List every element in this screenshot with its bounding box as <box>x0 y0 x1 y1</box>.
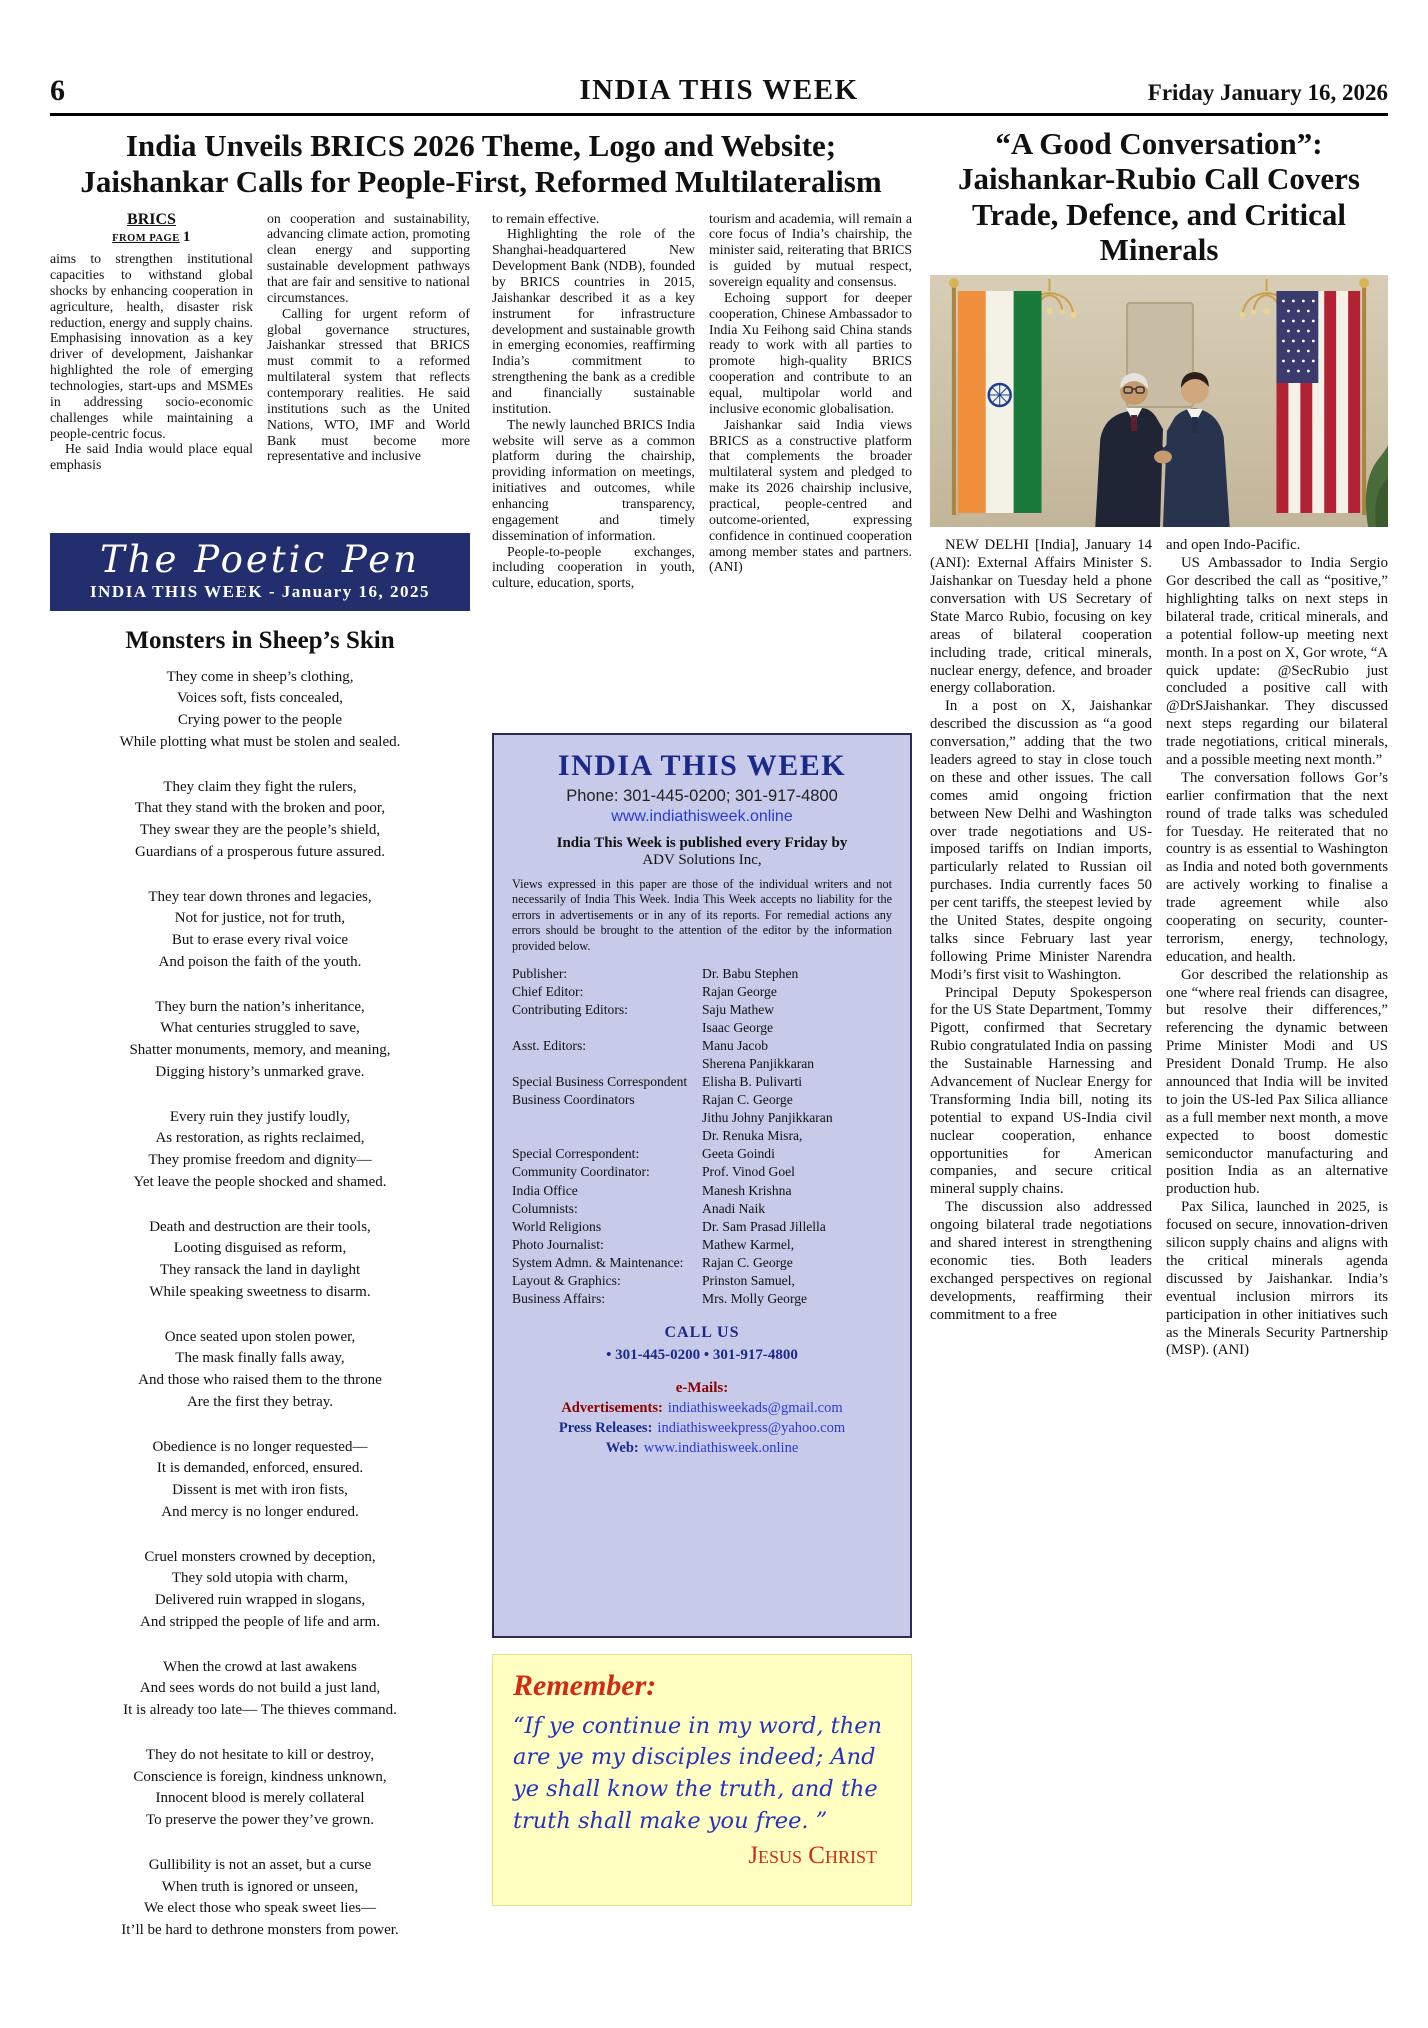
staff-row <box>512 1254 892 1272</box>
staff-role: Asst. Editors: <box>512 1037 587 1053</box>
poem-stanza: Once seated upon stolen power, The mask finally falls away, And those who raised them to the throne Are the first they betray. <box>138 1328 382 1410</box>
masthead-title: INDIA THIS WEEK <box>557 748 847 782</box>
staff-row <box>512 1272 892 1290</box>
staff-name: Dr. Sam Prasad Jillella <box>702 1218 826 1234</box>
staff-name: Rajan C. George <box>702 1254 793 1270</box>
poetic-pen-subtitle: INDIA THIS WEEK - January 16, 2025 <box>90 581 430 601</box>
header-rule <box>50 113 1388 116</box>
article-column-3 <box>492 211 695 719</box>
press-email-link[interactable]: indiathisweekpress@yahoo.com <box>657 1420 846 1437</box>
staff-name: Elisha B. Pulivarti <box>702 1074 803 1090</box>
poem-stanza: Cruel monsters crowned by deception, They sold utopia with charm, Delivered ruin wrapped in slogans, And stripped the people of life and arm. <box>140 1548 380 1630</box>
masthead-website-link[interactable]: www.indiathisweek.online <box>611 807 793 825</box>
staff-role: Community Coordinator: <box>512 1164 650 1180</box>
staff-name: Manu Jacob Sherena Panjikkaran <box>702 1037 815 1071</box>
staff-name: Geeta Goindi <box>702 1146 775 1162</box>
paragraph: He said India would place equal emphasis <box>50 441 253 473</box>
paragraph: The conversation follows Gor’s earlier confirmation that the next round of trade talks was scheduled for Tuesday. He reiterated that no country is as essential to Washington as India and noted both governments are actively working to finalise a trade agreement while also cooperating on security, counter-terrorism, energy, technology, education, and health. <box>1166 769 1388 965</box>
ads-email-link[interactable]: indiathisweekads@gmail.com <box>667 1400 843 1417</box>
web-label: Web: <box>605 1440 639 1457</box>
paragraph: tourism and academia, will remain a core focus of India’s chairship, the minister said, reiterating that BRICS is guided by mutual respect, sovereign equality and consensus. <box>709 210 912 289</box>
staff-name: Mathew Karmel, <box>702 1236 795 1252</box>
staff-row <box>512 965 892 983</box>
staff-name: Manesh Krishna <box>702 1182 792 1198</box>
staff-row <box>512 1200 892 1218</box>
web-url-link[interactable]: www.indiathisweek.online <box>643 1440 799 1457</box>
secondary-headline: “A Good Conversation”: Jaishankar-Rubio Call Covers Trade, Defence, and Critical Minerals <box>958 126 1360 267</box>
staff-name: Rajan George <box>702 983 777 999</box>
us-flag <box>1276 278 1369 515</box>
issue-date: Friday January 16, 2026 <box>1147 80 1388 105</box>
staff-name: Prinston Samuel, <box>702 1272 795 1288</box>
staff-name: Rajan C. George Jithu Johny Panjikkaran Dr. Renuka Misra, <box>702 1092 833 1144</box>
paragraph: Echoing support for deeper cooperation, Chinese Ambassador to India Xu Feihong said China stands ready to work with all parties to promote high-quality BRICS cooperation and contribute to an equal, multipolar world and inclusive economic globalisation. <box>709 289 912 416</box>
page-number: 6 <box>50 74 65 107</box>
poetic-pen-banner <box>50 533 470 611</box>
paragraph: The discussion also addressed ongoing bilateral trade negotiations and shared interest in strengthening economic ties. Both leaders exchanged perspectives on regional developments, reaffirming their commitment to a free <box>930 1199 1152 1323</box>
continuation-title: BRICS <box>127 210 176 228</box>
paragraph: The newly launched BRICS India website will serve as a common platform during the chairship, providing information on meetings, initiatives and outcomes, while enhancing transparency, engagement and timely dissemination of information. <box>492 416 695 543</box>
india-flag <box>949 278 1042 515</box>
ads-label: Advertisements: <box>561 1400 663 1417</box>
staff-name: Saju Mathew Isaac George <box>702 1001 775 1035</box>
staff-row <box>512 1073 892 1091</box>
call-us-heading: CALL US <box>664 1324 740 1342</box>
staff-row <box>512 1182 892 1200</box>
staff-name: Anadi Naik <box>702 1200 766 1216</box>
staff-role: Columnists: <box>512 1200 578 1216</box>
main-article-section <box>50 126 912 2025</box>
quote-attribution: Jesus Christ <box>748 1842 877 1870</box>
newspaper-title: INDIA THIS WEEK <box>579 74 859 106</box>
page-header <box>50 0 1388 108</box>
masthead-phone: Phone: 301-445-0200; 301-917-4800 <box>566 786 838 805</box>
page-content <box>50 126 1388 2025</box>
poem-stanza: When the crowd at last awakens And sees words do not build a just land, It is already too late— The thieves command. <box>123 1658 397 1719</box>
staff-role: Chief Editor: <box>512 983 584 999</box>
staff-role: Special Correspondent: <box>512 1146 640 1162</box>
staff-role: System Admn. & Maintenance: <box>512 1254 684 1270</box>
photo-jaishankar-rubio-handshake <box>930 275 1388 527</box>
staff-role: Business Affairs: <box>512 1290 606 1306</box>
paragraph: aims to strengthen institutional capacities to withstand global shocks by enhancing cooperation in agriculture, health, disaster risk reduction, energy and supply chains. Emphasising innovation as a key driver of development, Jaishankar highlighted the role of emerging technologies, start-ups and MSMEs in addressing socio-economic challenges while maintaining a people-centric focus. <box>50 251 253 441</box>
paragraph: Principal Deputy Spokesperson for the US State Department, Tommy Pigott, confirmed that Secretary Rubio congratulated India on passing the Sustainable Harnessing and Advancement of Nuclear Energy for Transforming India bill, noting its potential to expand US-India civil nuclear cooperation, enhance opportunities for American companies, and secure critical mineral supply chains. <box>930 984 1152 1198</box>
poem-body <box>50 667 470 1942</box>
staff-list <box>512 965 892 1308</box>
staff-role: Business Coordinators <box>512 1092 635 1108</box>
published-line: India This Week is published every Friday by <box>556 834 848 851</box>
staff-name: Mrs. Molly George <box>702 1290 808 1306</box>
paragraph: NEW DELHI [India], January 14 (ANI): External Affairs Minister S. Jaishankar on Tuesday held a phone conversation with US Secretary of State Marco Rubio, focusing on key areas of bilateral cooperation including trade, critical minerals, nuclear energy, defence, and broader energy collaboration. <box>930 537 1152 697</box>
poem-stanza: Gullibility is not an asset, but a curse When truth is ignored or unseen, We elect those who speak sweet lies— It’ll be hard to dethrone monsters from power. <box>121 1856 399 1939</box>
continuation-from: FROM PAGE 1 <box>112 228 191 245</box>
paragraph: Jaishankar said India views BRICS as a constructive platform that complements the broader multilateral system and pledged to make its 2026 chairship inclusive, practical, people-centred and outcome-oriented, expressing confidence in continued cooperation among member states and partners. (ANI) <box>709 416 912 575</box>
article-column-1 <box>50 211 253 521</box>
staff-row <box>512 1290 892 1308</box>
handshake <box>1154 451 1172 464</box>
staff-name: Dr. Babu Stephen <box>702 965 799 981</box>
paragraph: US Ambassador to India Sergio Gor described the call as “positive,” highlighting talks on next steps in bilateral trade, critical minerals, and a potential follow-up meeting next month. In a post on X, Gor wrote, “A quick update: @SecRubio just concluded a positive call with @DrSJaishankar. They discussed next steps regarding our bilateral trade negotiations, critical minerals, and a possible meeting next month.” <box>1166 555 1388 768</box>
column-1-text <box>50 251 253 473</box>
paragraph: Highlighting the role of the Shanghai-headquartered New Development Bank (NDB), founded by BRICS countries in 2015, Jaishankar described it as a key instrument for infrastructure development and sustainable growth in emerging economies, reaffirming India’s commitment to strengthening the bank as a credible and financially sustainable institution. <box>492 226 695 416</box>
poetic-pen-title: The Poetic Pen <box>100 537 420 581</box>
staff-row <box>512 1091 892 1145</box>
staff-role: Layout & Graphics: <box>512 1272 621 1288</box>
remember-box <box>492 1654 912 1906</box>
poem-stanza: They claim they fight the rulers, That they stand with the broken and poor, They swear they are the people’s shield, Guardians of a prosperous future assured. <box>134 778 386 860</box>
poem-stanza: They tear down thrones and legacies, Not for justice, not for truth, But to erase every rival voice And poison the faith of the youth. <box>148 888 372 970</box>
publisher-company: ADV Solutions Inc, <box>642 851 762 868</box>
staff-row <box>512 1145 892 1163</box>
article-column-4 <box>709 211 912 719</box>
right-article-column-1 <box>930 537 1152 2025</box>
staff-name: Prof. Vinod Goel <box>702 1164 795 1180</box>
paragraph: on cooperation and sustainability, advancing climate action, promoting clean energy and supporting sustainable development pathways that are fair and sensitive to national circumstances. <box>267 210 470 305</box>
staff-role: Contributing Editors: <box>512 1001 628 1017</box>
staff-row <box>512 1218 892 1236</box>
staff-role: Special Business Correspondent <box>512 1074 688 1090</box>
poem-title: Monsters in Sheep’s Skin <box>125 626 395 654</box>
left-half <box>50 211 470 1965</box>
paragraph: Pax Silica, launched in 2025, is focused on secure, innovation-driven silicon supply chains and aligns with the critical minerals agenda discussed by Jaishankar. India’s eventual inclusion mirrors its participation in other initiatives such as the Minerals Security Partnership (MSP). (ANI) <box>1166 1199 1388 1359</box>
poem-stanza: They do not hesitate to kill or destroy, Conscience is foreign, kindness unknown, Innocent blood is merely collateral To preserve the power they’ve grown. <box>133 1746 387 1829</box>
call-us-numbers: • 301-445-0200 • 301-917-4800 <box>606 1347 798 1364</box>
emails-heading: e-Mails: <box>675 1380 729 1397</box>
poem-stanza: They burn the nation’s inheritance, What centuries struggled to save, Shatter monuments, memory, and meaning, Digging history’s unmarked grave. <box>129 998 391 1080</box>
poem-stanza: They come in sheep’s clothing, Voices soft, fists concealed, Crying power to the people While plotting what must be stolen and sealed. <box>119 668 401 750</box>
continuation-notice <box>50 211 253 247</box>
staff-role: Publisher: <box>512 965 568 981</box>
web-line <box>512 1440 892 1457</box>
staff-row <box>512 1001 892 1037</box>
right-article-column-2 <box>1166 537 1388 2025</box>
staff-row <box>512 1163 892 1181</box>
right-half <box>492 211 912 1965</box>
paragraph: and open Indo-Pacific. <box>1166 537 1301 554</box>
masthead-box <box>492 733 912 1638</box>
poem-stanza: Obedience is no longer requested— It is demanded, enforced, ensured. Dissent is met with iron fists, And mercy is no longer endured. <box>152 1438 368 1520</box>
disclaimer-text: Views expressed in this paper are those of the individual writers and not necessarily of India This Week. India This Week accepts no liability for the errors in advertisements or in any of its reports. For remedial actions any errors should be brought to the attention of the editor by the information provided below. <box>512 876 892 953</box>
remember-heading: Remember: <box>513 1668 657 1702</box>
poem-stanza: Every ruin they justify loudly, As restoration, as rights reclaimed, They promise freedom and dignity— Yet leave the people shocked and shamed. <box>133 1108 387 1190</box>
paragraph: to remain effective. <box>492 210 600 226</box>
ads-email-line <box>512 1400 892 1417</box>
bible-quote: “If ye continue in my word, then are ye my disciples indeed; And ye shall know the truth, and the truth shall make you free. ” <box>513 1712 883 1835</box>
staff-row <box>512 1236 892 1254</box>
staff-role: World Religions <box>512 1218 602 1234</box>
paragraph: Gor described the relationship as one “where real friends can disagree, but resolve their differences,” referencing the dynamic between Prime Minister Modi and US President Donald Trump. He also announced that India will be invited to join the US-led Pax Silica alliance as a full member next month, a move expected to boost domestic semiconductor manufacturing and position India as an alternative production hub. <box>1166 966 1388 1198</box>
main-headline: India Unveils BRICS 2026 Theme, Logo and Website; Jaishankar Calls for People-First, Reformed Multilateralism <box>80 128 882 200</box>
staff-role: India Office <box>512 1182 578 1198</box>
paragraph: Calling for urgent reform of global governance structures, Jaishankar stressed that BRICS must commit to a reformed multilateral system that reflects contemporary realities. He said institutions such as the United Nations, WTO, IMF and World Bank must become more representative and inclusive <box>267 305 470 464</box>
poem-stanza: Death and destruction are their tools, Looting disguised as reform, They ransack the land in daylight While speaking sweetness to disarm. <box>149 1218 371 1300</box>
secondary-article-section <box>930 126 1388 2025</box>
staff-row <box>512 1037 892 1073</box>
press-label: Press Releases: <box>558 1420 653 1437</box>
paragraph: In a post on X, Jaishankar described the discussion as “a good conversation,” adding that the two leaders agreed to stay in close touch on these and other issues. The call comes amid ongoing friction between New Delhi and Washington over trade negotiations and US-imposed tariffs on Indian imports, particularly related to Russian oil purchases. India currently faces 50 per cent tariffs, the steepest levied by the United States, despite ongoing talks since February last year following Prime Minister Narendra Modi’s first visit to Washington. <box>930 698 1152 983</box>
press-email-line <box>512 1420 892 1437</box>
staff-row <box>512 983 892 1001</box>
paragraph: People-to-people exchanges, including cooperation in youth, culture, education, sports, <box>492 543 695 591</box>
article-column-2 <box>267 211 470 521</box>
staff-role: Photo Journalist: <box>512 1236 604 1252</box>
